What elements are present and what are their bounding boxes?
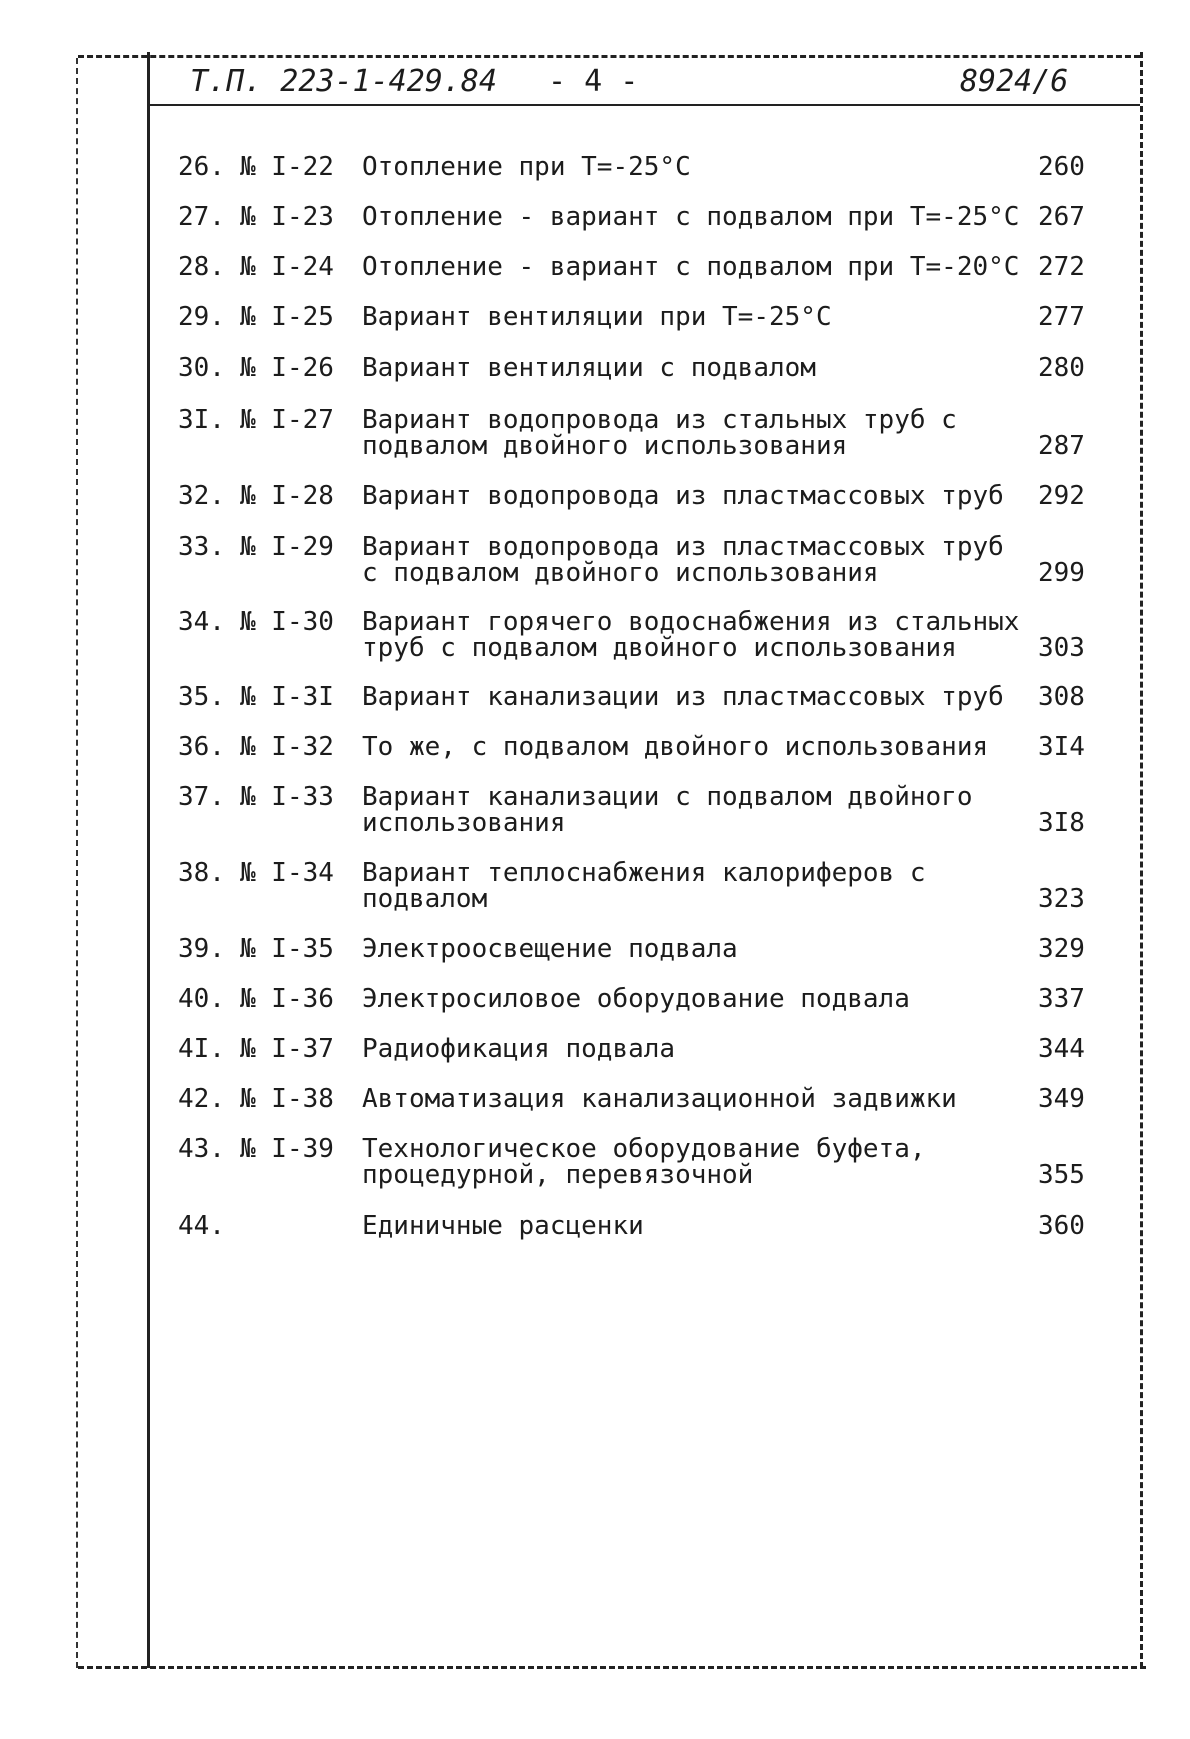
entry-number: 40. — [178, 984, 225, 1014]
archive-code: 8924/6 — [960, 64, 1069, 99]
sheet-number: № I-27 — [240, 405, 334, 435]
entry-title: Вариант водопровода из стальных труб с подвалом двойного использования — [362, 405, 957, 461]
header-divider — [149, 104, 1140, 106]
entry-title: Радиофикация подвала — [362, 1034, 676, 1064]
entry-page: 299 — [1038, 558, 1085, 588]
document-code: Т.П. 223-1-429.84 — [190, 64, 498, 99]
entry-title: Вариант канализации из пластмассовых труб — [362, 682, 1004, 712]
entry-number: 32. — [178, 481, 225, 511]
page-number: - 4 - — [548, 64, 639, 99]
entry-number: 4I. — [178, 1034, 225, 1064]
sheet-number: № I-24 — [240, 252, 334, 282]
sheet-number: № I-28 — [240, 481, 334, 511]
entry-number: 34. — [178, 607, 225, 637]
entry-title: Технологическое оборудование буфета, процедурной, перевязочной — [362, 1134, 926, 1190]
sheet-number: № I-3I — [240, 682, 334, 712]
frame-right-border — [1140, 52, 1143, 1668]
sheet-number: № I-39 — [240, 1134, 334, 1164]
entry-title: Отопление при Т=-25°C — [362, 152, 691, 182]
entry-title: Вариант теплоснабжения калориферов с подвалом — [362, 858, 926, 914]
frame-left-inner-border — [147, 52, 150, 1668]
entry-number: 39. — [178, 934, 225, 964]
entry-page: 287 — [1038, 431, 1085, 461]
entry-page: 337 — [1038, 984, 1085, 1014]
entry-title: Отопление - вариант с подвалом при Т=-25°C — [362, 202, 1020, 232]
sheet-number: № I-34 — [240, 858, 334, 888]
entry-page: 329 — [1038, 934, 1085, 964]
entry-number: 43. — [178, 1134, 225, 1164]
sheet-number: № I-26 — [240, 353, 334, 383]
entry-number: 38. — [178, 858, 225, 888]
entry-number: 3I. — [178, 405, 225, 435]
entry-title: Вариант канализации с подвалом двойного использования — [362, 782, 973, 838]
entry-page: 292 — [1038, 481, 1085, 511]
entry-number: 35. — [178, 682, 225, 712]
entry-title: Вариант вентиляции при Т=-25°C — [362, 302, 832, 332]
entry-page: 360 — [1038, 1211, 1085, 1241]
entry-page: 3I4 — [1038, 732, 1085, 762]
sheet-number: № I-30 — [240, 607, 334, 637]
entry-page: 272 — [1038, 252, 1085, 282]
entry-number: 28. — [178, 252, 225, 282]
entry-page: 280 — [1038, 353, 1085, 383]
entry-number: 30. — [178, 353, 225, 383]
entry-number: 36. — [178, 732, 225, 762]
entry-number: 26. — [178, 152, 225, 182]
entry-page: 3I8 — [1038, 808, 1085, 838]
entry-page: 349 — [1038, 1084, 1085, 1114]
entry-page: 277 — [1038, 302, 1085, 332]
entry-page: 344 — [1038, 1034, 1085, 1064]
entry-title: Единичные расценки — [362, 1211, 644, 1241]
entry-page: 308 — [1038, 682, 1085, 712]
entry-number: 27. — [178, 202, 225, 232]
entry-title: Вариант водопровода из пластмассовых труб — [362, 481, 1004, 511]
entry-number: 37. — [178, 782, 225, 812]
entry-page: 323 — [1038, 884, 1085, 914]
sheet-number: № I-29 — [240, 532, 334, 562]
entry-title: Вариант водопровода из пластмассовых труб с подвалом двойного использования — [362, 532, 1004, 588]
entry-title: Вариант горячего водоснабжения из стальных труб с подвалом двойного использования — [362, 607, 1020, 663]
entry-title: Электроосвещение подвала — [362, 934, 738, 964]
entry-number: 42. — [178, 1084, 225, 1114]
entry-number: 33. — [178, 532, 225, 562]
entry-title: Отопление - вариант с подвалом при Т=-20°C — [362, 252, 1020, 282]
entry-page: 303 — [1038, 633, 1085, 663]
entry-number: 29. — [178, 302, 225, 332]
entry-title: Автоматизация канализационной задвижки — [362, 1084, 957, 1114]
entry-title: Электросиловое оборудование подвала — [362, 984, 910, 1014]
entry-page: 260 — [1038, 152, 1085, 182]
sheet-number: № I-33 — [240, 782, 334, 812]
entry-page: 355 — [1038, 1160, 1085, 1190]
sheet-number: № I-22 — [240, 152, 334, 182]
sheet-number: № I-36 — [240, 984, 334, 1014]
sheet-number: № I-23 — [240, 202, 334, 232]
entry-number: 44. — [178, 1211, 225, 1241]
frame-bottom-border — [78, 1666, 1146, 1669]
frame-top-border — [78, 55, 1140, 58]
sheet-number: № I-37 — [240, 1034, 334, 1064]
sheet-number: № I-32 — [240, 732, 334, 762]
sheet-number: № I-38 — [240, 1084, 334, 1114]
entry-title: Вариант вентиляции с подвалом — [362, 353, 816, 383]
entry-title: То же, с подвалом двойного использования — [362, 732, 989, 762]
entry-page: 267 — [1038, 202, 1085, 232]
sheet-number: № I-25 — [240, 302, 334, 332]
sheet-number: № I-35 — [240, 934, 334, 964]
frame-left-outer-border — [76, 58, 78, 1668]
